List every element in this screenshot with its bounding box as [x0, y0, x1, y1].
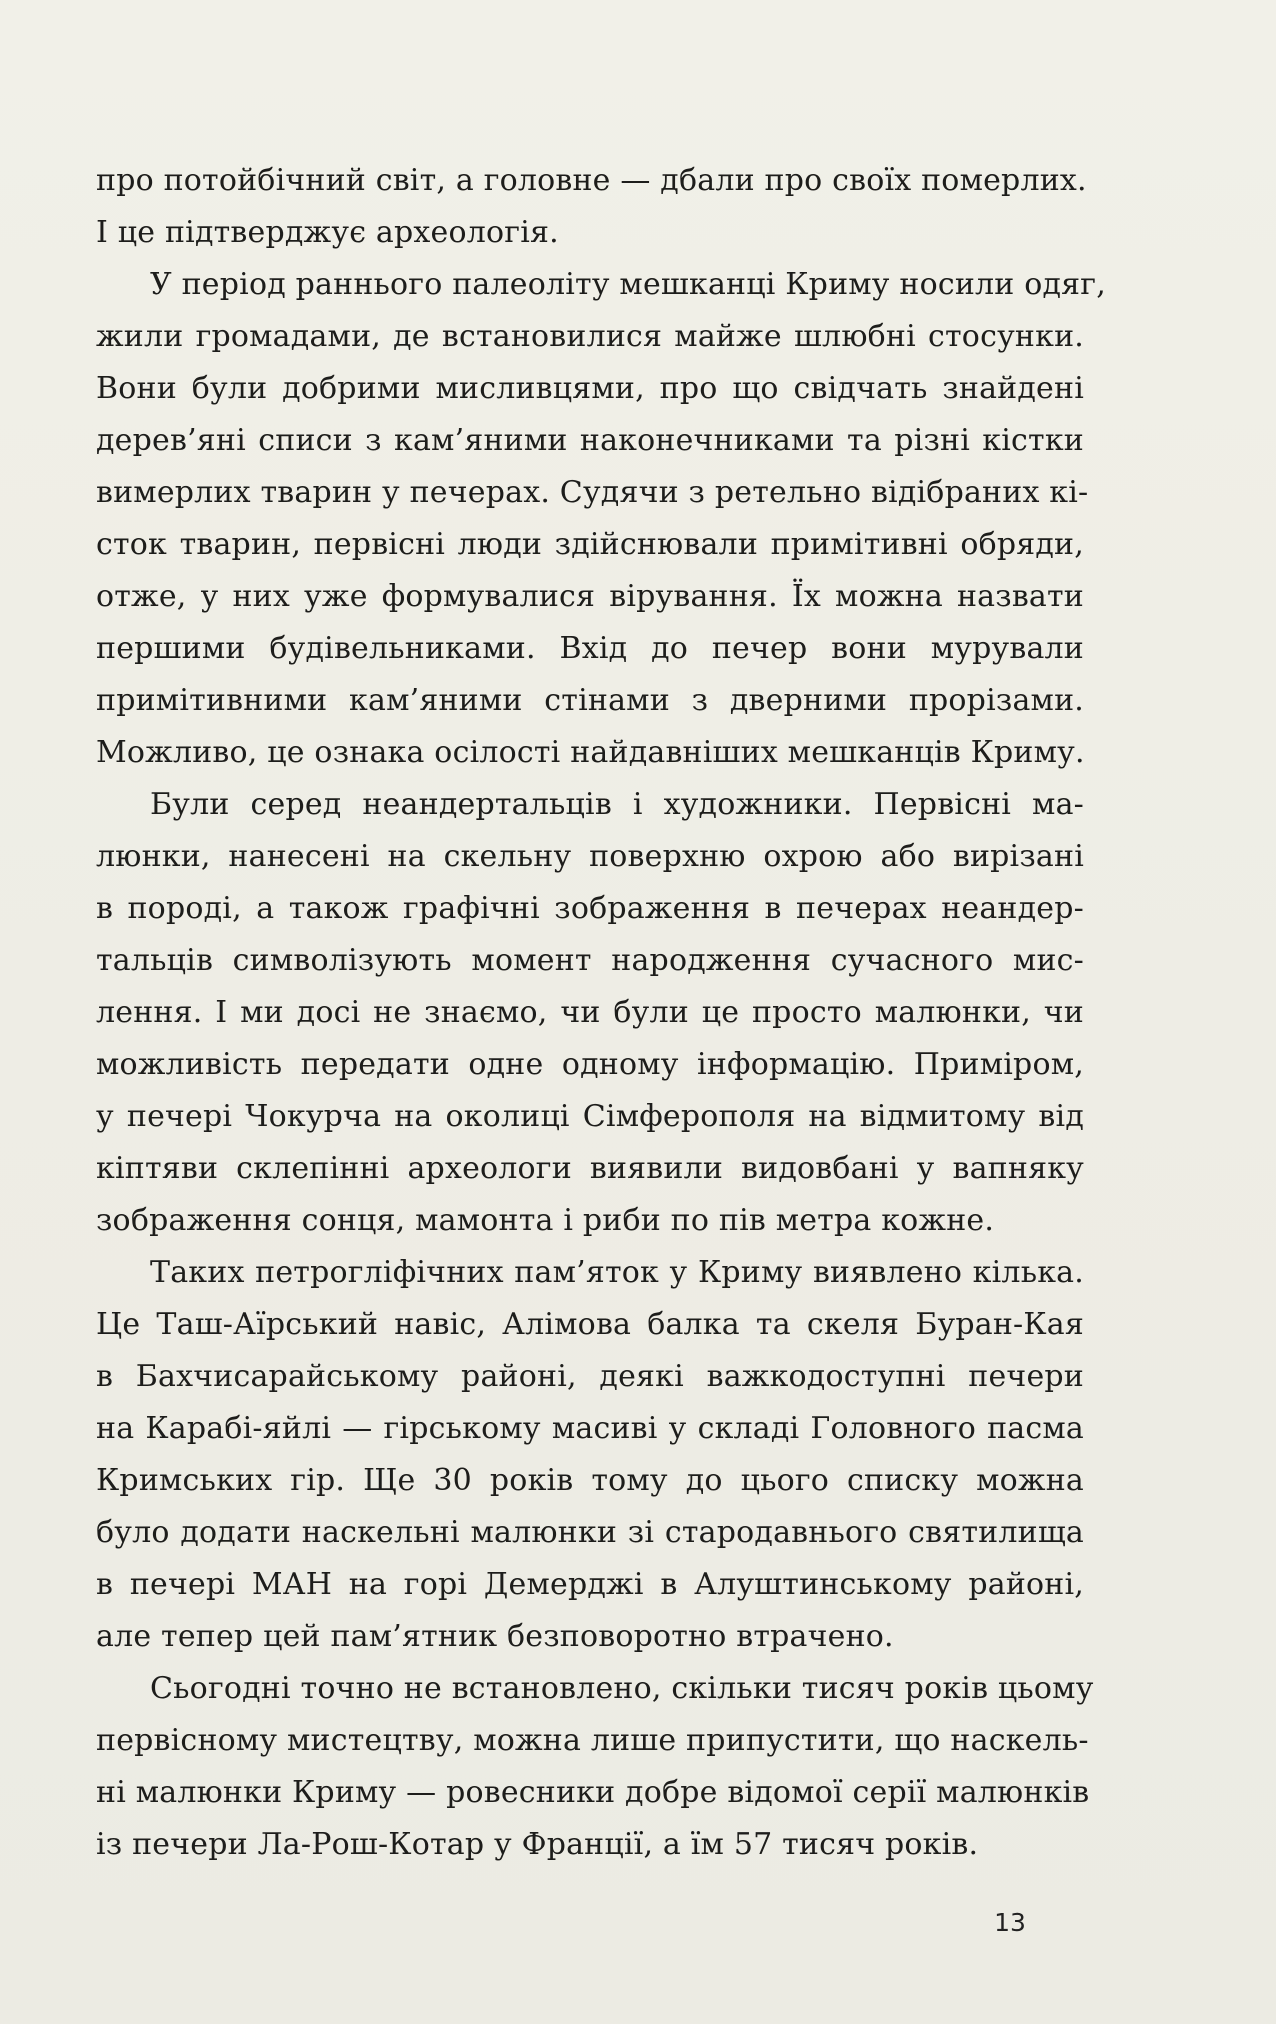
- text-line: Це Таш-Аїрський навіс, Алімова балка та скеля Буран-Кая: [96, 1307, 1084, 1342]
- paragraph: [96, 259, 1106, 779]
- text-line: Таких петрогліфічних пам’яток у Криму виявлено кілька.: [150, 1255, 1084, 1290]
- text-line: отже, у них уже формувалися вірування. Їх можна назвати: [96, 579, 1084, 614]
- text-line: Були серед неандертальців і художники. Первісні ма-: [150, 787, 1084, 822]
- body-text: [96, 155, 1106, 1871]
- paragraph: [96, 155, 1087, 259]
- text-line: У період раннього палеоліту мешканці Криму носили одяг,: [150, 267, 1106, 302]
- page-number: 13: [994, 1908, 1026, 1937]
- text-line: Можливо, це ознака осілості найдавніших мешканців Криму.: [96, 735, 1085, 770]
- text-line: люнки, нанесені на скельну поверхню охрою або вирізані: [96, 839, 1084, 874]
- text-line: примітивними кам’яними стінами з дверними прорізами.: [96, 683, 1084, 718]
- text-line: кіптяви склепінні археологи виявили видовбані у вапняку: [96, 1151, 1084, 1186]
- text-line: на Карабі-яйлі — гірському масиві у складі Головного пасма: [96, 1411, 1084, 1446]
- text-line: в породі, а також графічні зображення в печерах неандер-: [96, 891, 1084, 926]
- text-line: Вони були добрими мисливцями, про що свідчать знайдені: [96, 371, 1084, 406]
- text-line: першими будівельниками. Вхід до печер вони мурували: [96, 631, 1084, 666]
- text-line: тальців символізують момент народження сучасного мис-: [96, 943, 1084, 978]
- text-line: можливість передати одне одному інформацію. Приміром,: [96, 1047, 1084, 1082]
- text-line: жили громадами, де встановилися майже шлюбні стосунки.: [96, 319, 1084, 354]
- paragraph: [96, 1247, 1084, 1663]
- text-line: про потойбічний світ, а головне — дбали про своїх померлих.: [96, 163, 1087, 198]
- text-line: було додати наскельні малюнки зі стародавнього святилища: [96, 1515, 1084, 1550]
- text-line: ні малюнки Криму — ровесники добре відомої серії малюнків: [96, 1775, 1090, 1810]
- text-line: лення. І ми досі не знаємо, чи були це просто малюнки, чи: [96, 995, 1084, 1030]
- text-line: сток тварин, первісні люди здійснювали примітивні обряди,: [96, 527, 1084, 562]
- text-line: дерев’яні списи з кам’яними наконечниками та різні кістки: [96, 423, 1084, 458]
- text-line: в печері МАН на горі Демерджі в Алуштинському районі,: [96, 1567, 1084, 1602]
- text-line: але тепер цей пам’ятник безповоротно втрачено.: [96, 1619, 894, 1654]
- text-line: у печері Чокурча на околиці Сімферополя на відмитому від: [96, 1099, 1084, 1134]
- text-line: із печери Ла-Рош-Котар у Франції, а їм 57 тисяч років.: [96, 1827, 979, 1862]
- text-line: первісному мистецтву, можна лише припустити, що наскель-: [96, 1723, 1089, 1758]
- text-line: вимерлих тварин у печерах. Судячи з ретельно відібраних кі-: [96, 475, 1089, 510]
- text-line: в Бахчисарайському районі, деякі важкодоступні печери: [96, 1359, 1084, 1394]
- text-line: Сьогодні точно не встановлено, скільки тисяч років цьому: [150, 1671, 1094, 1706]
- text-line: І це підтверджує археологія.: [96, 215, 559, 250]
- text-line: зображення сонця, мамонта і риби по пів метра кожне.: [96, 1203, 995, 1238]
- paragraph: [96, 1663, 1094, 1871]
- paragraph: [96, 779, 1084, 1247]
- text-line: Кримських гір. Ще 30 років тому до цього списку можна: [96, 1463, 1084, 1498]
